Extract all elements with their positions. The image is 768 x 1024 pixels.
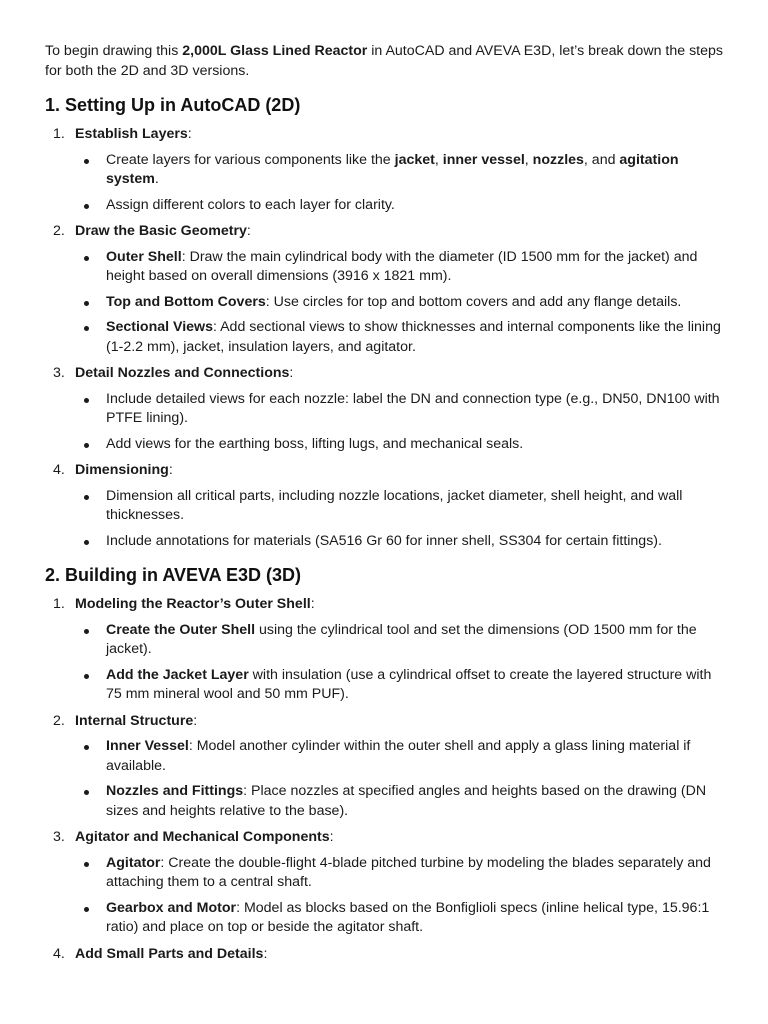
list-item — [82, 737, 728, 776]
list-item — [82, 196, 728, 216]
section1-step-2 — [45, 222, 728, 357]
step-number: 4. — [53, 945, 65, 962]
section2-step-2 — [45, 712, 728, 822]
list-item — [82, 621, 728, 660]
intro-paragraph — [45, 42, 728, 81]
bullet-list — [45, 390, 728, 455]
bullet-list — [45, 621, 728, 705]
list-item — [82, 854, 728, 893]
bullet-text: Assign different colors to each layer for clarity. — [106, 196, 395, 213]
intro-text-1: To begin drawing this — [45, 43, 183, 59]
bullet-bold: Top and Bottom Covers — [106, 293, 266, 310]
section2-steps — [45, 595, 728, 964]
step-colon: : — [310, 596, 315, 612]
bullet-bold: Gearbox and Motor — [106, 899, 237, 916]
step-number: 3. — [53, 829, 65, 845]
step-colon: : — [193, 712, 198, 729]
list-item — [82, 293, 728, 313]
list-item — [82, 487, 728, 526]
section1-step-3 — [45, 364, 728, 454]
step-number: 1. — [53, 126, 65, 142]
bullet-list — [45, 737, 728, 821]
bullet-list — [45, 151, 728, 216]
list-item — [82, 435, 728, 455]
step-colon: : — [329, 829, 334, 845]
section2-step-4 — [45, 945, 728, 965]
bullet-text: : Place nozzles at specified angles and heights based on the drawing (DN sizes and heights relative to the base). — [106, 783, 707, 819]
step-title: Internal Structure — [75, 712, 194, 729]
step-colon: : — [246, 223, 251, 239]
bullet-text: Create layers for various components like the — [106, 151, 395, 168]
bullet-bold: jacket — [394, 151, 435, 168]
bullet-text: Include detailed views for each nozzle: label the DN and connection type (e.g., DN50, DN100 with PTFE lining). — [106, 390, 720, 426]
step-number: 1. — [53, 596, 65, 612]
list-item — [82, 666, 728, 705]
step-title: Establish Layers — [75, 126, 188, 142]
bullet-text: using the cylindrical tool and set the dimensions (OD 1500 mm for the jacket). — [106, 621, 697, 657]
list-item — [82, 782, 728, 821]
bullet-bold: Inner Vessel — [106, 738, 189, 754]
step-title: Add Small Parts and Details — [75, 945, 264, 962]
step-title: Agitator and Mechanical Components — [75, 829, 330, 845]
bullet-text: , — [434, 151, 443, 168]
section1-step-1 — [45, 125, 728, 215]
bullet-bold: inner vessel — [442, 151, 525, 168]
bullet-bold: Nozzles and Fittings — [106, 783, 244, 799]
bullet-text: : Add sectional views to show thicknesses and internal components like the lining (1-2.2 mm), jacket, insulation layers, and agitator. — [106, 319, 721, 355]
step-colon: : — [168, 462, 173, 478]
step-colon: : — [263, 945, 268, 962]
list-item — [82, 318, 728, 357]
bullet-bold: Sectional Views — [106, 319, 213, 335]
bullet-text: : Use circles for top and bottom covers and add any flange details. — [265, 293, 682, 310]
bullet-list — [45, 487, 728, 552]
bullet-list — [45, 248, 728, 358]
step-number: 2. — [53, 712, 65, 729]
bullet-bold: Outer Shell — [106, 248, 182, 265]
step-colon: : — [289, 365, 294, 381]
bullet-bold: Add the Jacket Layer — [106, 666, 249, 683]
intro-text-2: in AutoCAD and AVEVA E3D, let’s break down the steps for both the 2D and 3D versions. — [45, 43, 723, 79]
list-item — [82, 899, 728, 938]
step-number: 2. — [53, 223, 65, 239]
intro-bold-reactor: 2,000L Glass Lined Reactor — [182, 43, 368, 59]
section2-step-1 — [45, 595, 728, 705]
section1-step-4 — [45, 461, 728, 551]
bullet-text: : Model as blocks based on the Bonfiglioli specs (inline helical type, 15.96:1 ratio) and place on top or beside the agitator shaft. — [106, 899, 710, 935]
bullet-text: Add views for the earthing boss, lifting lugs, and mechanical seals. — [106, 435, 524, 452]
list-item — [82, 151, 728, 190]
bullet-bold: Agitator — [106, 854, 161, 871]
section1-steps — [45, 125, 728, 551]
bullet-bold: Create the Outer Shell — [106, 621, 256, 638]
step-title: Detail Nozzles and Connections — [75, 365, 290, 381]
list-item — [82, 248, 728, 287]
bullet-text: . — [154, 171, 159, 187]
section2-step-3 — [45, 828, 728, 938]
bullet-list — [45, 854, 728, 938]
bullet-text: Dimension all critical parts, including nozzle locations, jacket diameter, shell height, and wall thicknesses. — [106, 487, 683, 523]
bullet-text: , and — [583, 151, 620, 168]
step-number: 3. — [53, 365, 65, 381]
step-title: Modeling the Reactor’s Outer Shell — [75, 596, 311, 612]
bullet-text: Include annotations for materials (SA516 Gr 60 for inner shell, SS304 for certain fittings). — [106, 532, 662, 549]
section2-heading: 2. Building in AVEVA E3D (3D) — [45, 565, 302, 585]
bullet-bold: agitation system — [106, 151, 679, 187]
bullet-text: : Draw the main cylindrical body with the diameter (ID 1500 mm for the jacket) and height based on overall dimensions (3916 x 1821 mm). — [106, 248, 698, 284]
bullet-text: : Model another cylinder within the outer shell and apply a glass lining material if available. — [106, 738, 691, 774]
section1-heading: 1. Setting Up in AutoCAD (2D) — [45, 95, 301, 115]
bullet-bold: nozzles — [532, 151, 584, 168]
step-colon: : — [187, 126, 192, 142]
list-item — [82, 390, 728, 429]
step-number: 4. — [53, 462, 65, 478]
step-title: Dimensioning — [75, 462, 169, 478]
step-title: Draw the Basic Geometry — [75, 223, 247, 239]
bullet-text: , — [524, 151, 533, 168]
bullet-text: : Create the double-flight 4-blade pitched turbine by modeling the blades separately and attaching them to a central shaft. — [106, 854, 711, 890]
bullet-text: with insulation (use a cylindrical offset to create the layered structure with 75 mm mineral wool and 50 mm PUF). — [106, 666, 712, 702]
list-item — [82, 532, 728, 552]
